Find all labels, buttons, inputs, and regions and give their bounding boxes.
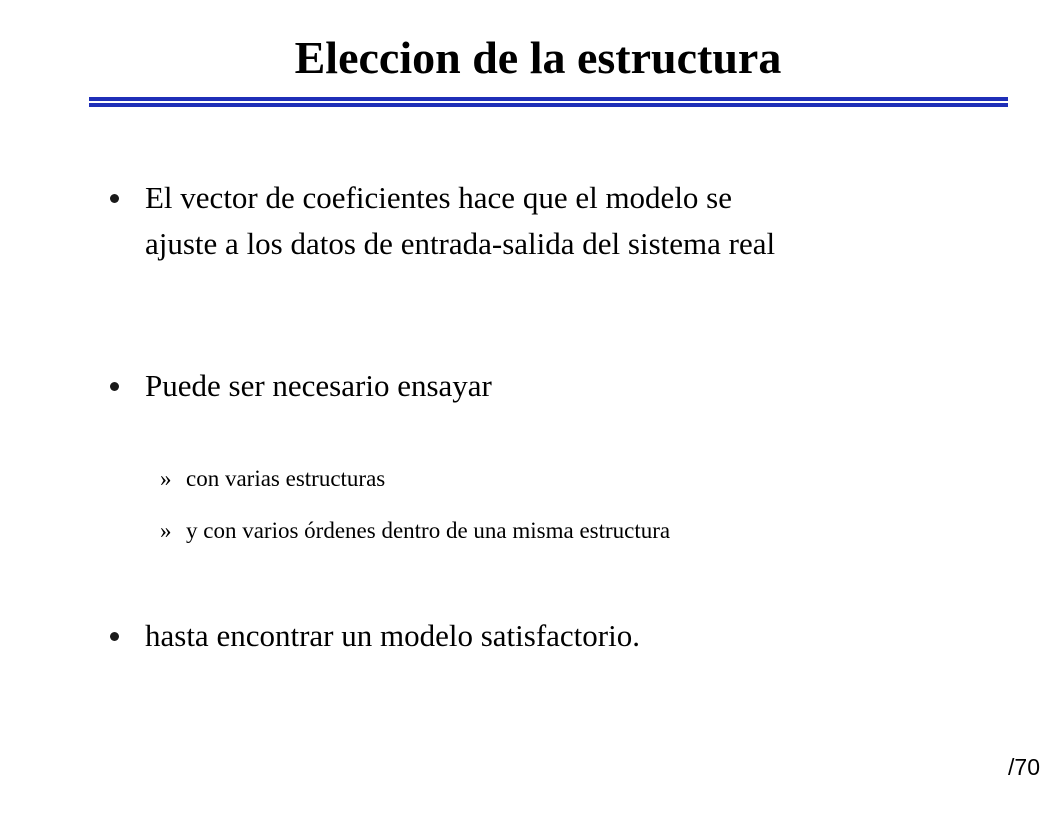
title-underline-top <box>89 97 1008 101</box>
slide-title: Eleccion de la estructura <box>294 32 782 83</box>
bullet-1-line-2: ajuste a los datos de entrada-salida del sistema real <box>145 226 776 261</box>
sub-item-marker: » <box>160 466 172 491</box>
sub-item-marker: » <box>160 518 172 543</box>
sub-item-1-text: con varias estructuras <box>186 466 386 491</box>
bullet-dot-icon <box>110 632 119 641</box>
title-underline <box>89 97 1008 107</box>
sub-item-2-text: y con varios órdenes dentro de una misma estructura <box>186 518 671 543</box>
bullet-3-line-1: hasta encontrar un modelo satisfactorio. <box>145 618 640 653</box>
bullet-dot-icon <box>110 382 119 391</box>
title-underline-bottom <box>89 103 1008 107</box>
sub-item-1 <box>160 464 385 494</box>
bullet-dot-icon <box>110 194 119 203</box>
page-number: /70 <box>1008 754 1040 780</box>
sub-item-2 <box>160 516 670 546</box>
bullet-1-line-1: El vector de coeficientes hace que el modelo se <box>145 180 733 215</box>
bullet-2-line-1: Puede ser necesario ensayar <box>145 368 492 403</box>
